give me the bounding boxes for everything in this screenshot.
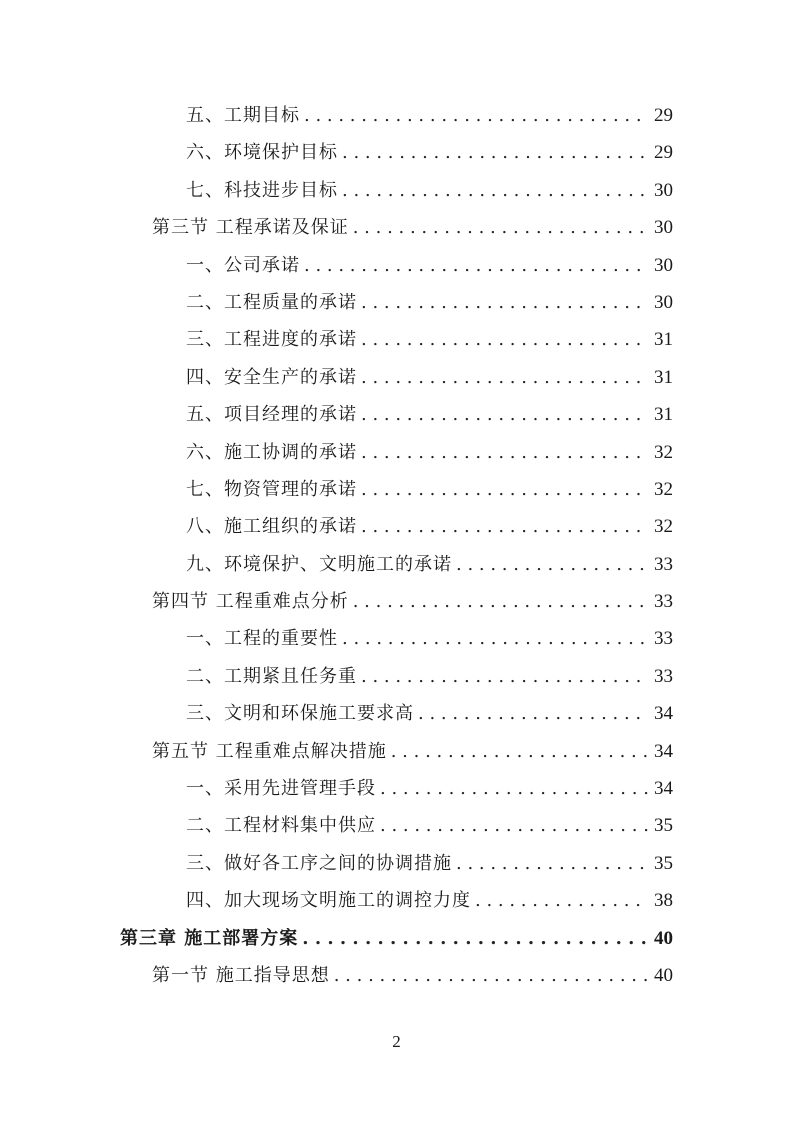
- toc-entry-page: 32: [654, 478, 673, 500]
- toc-dot-leader: [418, 703, 648, 724]
- toc-dot-leader: [361, 479, 648, 500]
- toc-dot-leader: [361, 516, 648, 537]
- toc-entry-title: 三、文明和环保施工要求高: [186, 703, 414, 725]
- toc-entry-item[interactable]: [0, 101, 793, 138]
- toc-entry-title: 六、环境保护目标: [186, 142, 338, 164]
- toc-dot-leader: [361, 404, 648, 425]
- toc-entry-page: 34: [654, 778, 673, 800]
- toc-entry-item[interactable]: [0, 251, 793, 288]
- toc-entry-page: 30: [654, 291, 673, 313]
- toc-entry-item[interactable]: [0, 400, 793, 437]
- toc-entry-page: 29: [654, 105, 673, 126]
- toc-entry-page: 34: [654, 703, 673, 725]
- toc-entry-page: 30: [654, 179, 673, 201]
- table-of-contents: [0, 101, 793, 998]
- toc-entry-title: 八、施工组织的承诺: [186, 516, 357, 538]
- toc-dot-leader: [304, 105, 648, 126]
- toc-entry-item[interactable]: [0, 138, 793, 175]
- toc-dot-leader: [456, 853, 648, 874]
- toc-entry-title: 二、工期紧且任务重: [186, 665, 357, 687]
- toc-entry-title: 五、工期目标: [186, 105, 300, 126]
- toc-entry-title: 二、工程材料集中供应: [186, 815, 376, 837]
- toc-entry-title: 第五节 工程重难点解决措施: [152, 740, 387, 762]
- toc-entry-title: 四、加大现场文明施工的调控力度: [186, 890, 471, 912]
- toc-entry-page: 32: [654, 441, 673, 463]
- toc-entry-item[interactable]: [0, 325, 793, 362]
- toc-entry-page: 31: [654, 404, 673, 426]
- toc-entry-page: 30: [654, 254, 673, 276]
- toc-dot-leader: [353, 217, 648, 238]
- toc-entry-title: 三、工程进度的承诺: [186, 329, 357, 351]
- toc-entry-title: 第四节 工程重难点分析: [152, 591, 349, 613]
- toc-dot-leader: [342, 142, 648, 163]
- toc-entry-item[interactable]: [0, 811, 793, 848]
- toc-dot-leader: [342, 180, 648, 201]
- toc-entry-page: 32: [654, 516, 673, 538]
- toc-dot-leader: [361, 329, 648, 350]
- toc-entry-section[interactable]: [0, 587, 793, 624]
- toc-entry-title: 第三节 工程承诺及保证: [152, 217, 349, 239]
- toc-entry-item[interactable]: [0, 176, 793, 213]
- toc-entry-page: 29: [654, 142, 673, 164]
- toc-entry-title: 二、工程质量的承诺: [186, 291, 357, 313]
- toc-entry-title: 四、安全生产的承诺: [186, 366, 357, 388]
- toc-dot-leader: [380, 778, 648, 799]
- toc-entry-item[interactable]: [0, 438, 793, 475]
- toc-entry-page: 35: [654, 815, 673, 837]
- toc-entry-title: 一、公司承诺: [186, 254, 300, 276]
- toc-entry-item[interactable]: [0, 662, 793, 699]
- toc-entry-page: 33: [654, 665, 673, 687]
- toc-entry-item[interactable]: [0, 550, 793, 587]
- toc-entry-title: 九、环境保护、文明施工的承诺: [186, 553, 452, 575]
- toc-dot-leader: [361, 442, 648, 463]
- toc-entry-page: 33: [654, 628, 673, 650]
- toc-entry-item[interactable]: [0, 624, 793, 661]
- toc-entry-item[interactable]: [0, 699, 793, 736]
- toc-entry-page: 30: [654, 217, 673, 239]
- toc-entry-item[interactable]: [0, 475, 793, 512]
- toc-dot-leader: [361, 666, 648, 687]
- toc-entry-item[interactable]: [0, 849, 793, 886]
- toc-entry-title: 第一节 施工指导思想: [152, 964, 330, 986]
- toc-entry-item[interactable]: [0, 886, 793, 923]
- page-number: 2: [392, 1032, 401, 1051]
- toc-entry-section[interactable]: [0, 737, 793, 774]
- toc-entry-page: 40: [654, 964, 673, 986]
- toc-dot-leader: [456, 554, 648, 575]
- toc-entry-item[interactable]: [0, 512, 793, 549]
- toc-entry-page: 34: [654, 740, 673, 762]
- toc-entry-page: 31: [654, 329, 673, 351]
- toc-entry-title: 一、工程的重要性: [186, 628, 338, 650]
- toc-dot-leader: [391, 741, 648, 762]
- toc-dot-leader: [334, 965, 648, 986]
- toc-entry-page: 33: [654, 591, 673, 613]
- toc-dot-leader: [380, 815, 648, 836]
- toc-dot-leader: [361, 292, 648, 313]
- toc-entry-title: 三、做好各工序之间的协调措施: [186, 852, 452, 874]
- toc-entry-item[interactable]: [0, 288, 793, 325]
- toc-entry-title: 七、科技进步目标: [186, 179, 338, 201]
- toc-entry-item[interactable]: [0, 774, 793, 811]
- toc-entry-page: 40: [654, 927, 673, 949]
- toc-dot-leader: [304, 255, 648, 276]
- toc-dot-leader: [342, 628, 648, 649]
- toc-dot-leader: [475, 890, 648, 911]
- toc-entry-page: 35: [654, 852, 673, 874]
- toc-dot-leader: [302, 928, 648, 949]
- toc-entry-title: 七、物资管理的承诺: [186, 478, 357, 500]
- toc-entry-page: 31: [654, 366, 673, 388]
- toc-entry-item[interactable]: [0, 363, 793, 400]
- toc-entry-page: 33: [654, 553, 673, 575]
- toc-entry-chapter[interactable]: [0, 924, 793, 961]
- toc-entry-section[interactable]: [0, 961, 793, 998]
- toc-entry-title: 六、施工协调的承诺: [186, 441, 357, 463]
- toc-entry-section[interactable]: [0, 213, 793, 250]
- toc-entry-page: 38: [654, 890, 673, 912]
- toc-dot-leader: [361, 367, 648, 388]
- toc-dot-leader: [353, 591, 648, 612]
- toc-entry-title: 第三章 施工部署方案: [120, 927, 299, 949]
- toc-entry-title: 一、采用先进管理手段: [186, 778, 376, 800]
- toc-entry-title: 五、项目经理的承诺: [186, 404, 357, 426]
